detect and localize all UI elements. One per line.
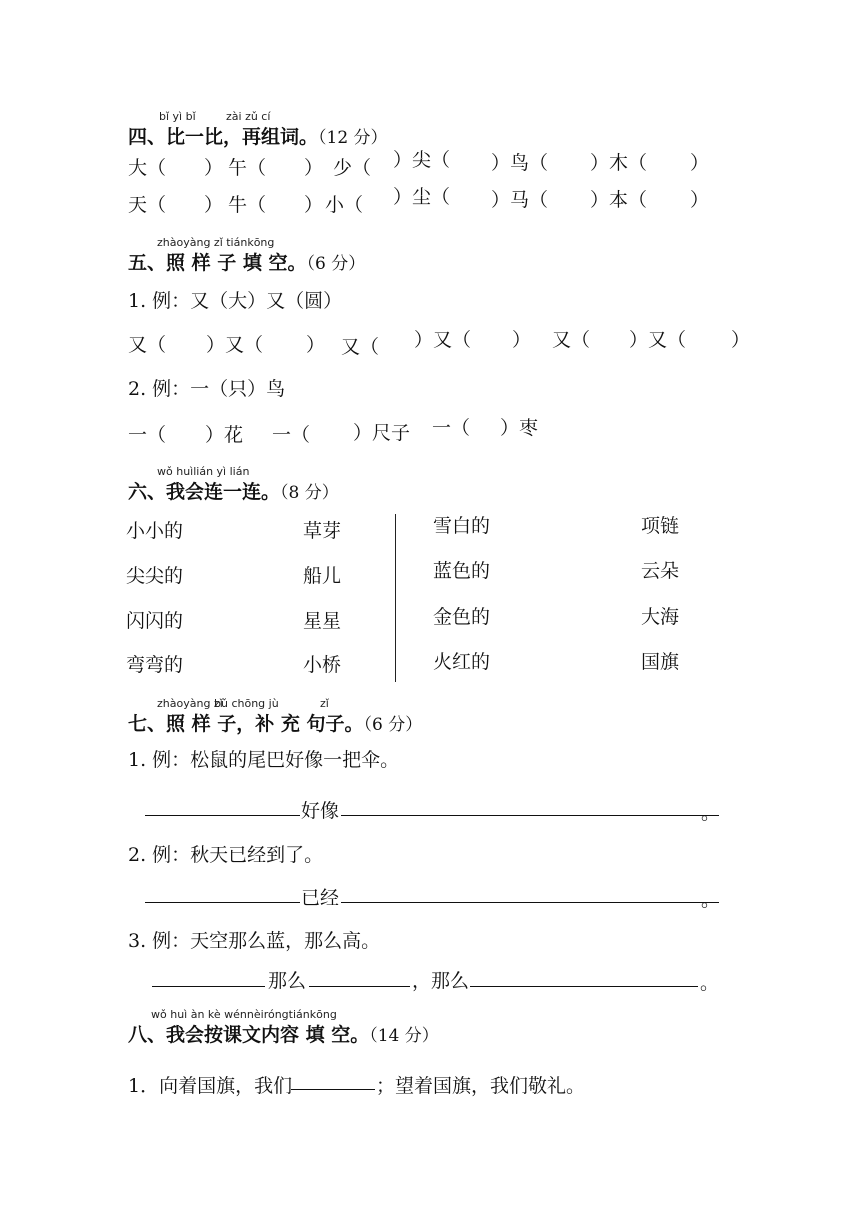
fill-item: 天（ ） [128,194,224,216]
example-2: 2. 例：秋天已经到了。 [128,844,324,866]
section-points: （6 分） [363,715,423,735]
example-1: 1. 例：又（大）又（圆） [128,290,343,312]
answer-blank[interactable] [145,902,300,903]
answer-blank[interactable] [145,815,300,816]
example-2: 2. 例：一（只）鸟 [128,378,286,400]
pinyin-zhaoyang-zi-tiankong: zhàoyàng zǐ tiánkōng [157,236,275,249]
fill-item: 小（ [325,194,364,216]
section-8-title [128,1020,439,1047]
answer-blank[interactable] [309,986,410,987]
section-5-title [128,248,365,275]
question-1-end: ；望着国旗，我们敬礼。 [376,1075,586,1097]
end-mark: 。 [701,802,721,824]
fill-item: 牛（ ） [228,194,324,216]
match-right-word: 雪白的 [433,515,491,537]
fill-item: 午（ ） [228,157,324,179]
section-title-text: 七、照 样 子，补 充 句子。 [128,713,364,735]
fill-item: ）又（ [414,329,472,351]
fill-item: ）本（ [590,189,648,211]
match-right-target: 大海 [641,606,680,628]
fill-item: ）尘（ [393,186,451,208]
section-4-title [128,122,388,149]
fill-item: ）花 [205,424,244,446]
pinyin-zi: zǐ [320,697,329,710]
sentence-word: 已经 [301,887,340,909]
fill-item: 一（ [272,424,311,446]
match-left-word: 闪闪的 [126,610,184,632]
fill-item: ） [512,329,532,351]
end-mark: 。 [700,972,720,994]
fill-item: ） [306,334,326,356]
answer-blank[interactable] [341,902,719,903]
column-divider [395,514,396,682]
pinyin-bu-chong-ju: bǔ chōng jù [214,697,279,710]
fill-item: 少（ [333,157,372,179]
match-right-target: 项链 [641,515,680,537]
answer-blank[interactable] [291,1089,375,1090]
match-right-target: 国旗 [641,651,680,673]
fill-item: ）尺子 [353,422,411,444]
match-left-word: 尖尖的 [126,565,184,587]
section-title-text: 六、我会连一连。 [128,481,281,503]
fill-item: 又（ [341,336,380,358]
fill-item: ）马（ [491,189,549,211]
match-right-target: 云朵 [641,560,680,582]
example-1: 1. 例：松鼠的尾巴好像一把伞。 [128,749,400,771]
sentence-word: ，那么 [412,970,470,992]
match-left-target: 船儿 [303,565,342,587]
section-title-text: 五、照 样 子 填 空。 [128,252,307,274]
question-1-start: 1．向着国旗，我们 [128,1075,293,1097]
match-left-target: 草芽 [303,520,342,542]
fill-item: ）枣 [500,417,539,439]
sentence-word: 好像 [301,800,340,822]
fill-item: ）尖（ [393,149,451,171]
section-7-title [128,709,422,736]
pinyin-zhaoyang-zi: zhàoyàng zǐ [157,697,223,710]
fill-item: ）木（ [590,152,648,174]
fill-item: ）又（ [206,334,264,356]
fill-item: 一（ [432,417,471,439]
fill-item: 一（ [128,424,167,446]
section-6-title [128,477,339,504]
fill-item: ） [731,329,751,351]
match-right-word: 蓝色的 [433,560,491,582]
end-mark: 。 [701,889,721,911]
match-left-target: 小桥 [303,654,342,676]
pinyin-bi-yi-bi: bǐ yì bǐ [159,110,196,123]
fill-item: ） [690,189,710,211]
pinyin-wo-hui-lian-yi-lian: wǒ huìlián yì lián [157,465,250,478]
match-left-word: 弯弯的 [126,654,184,676]
fill-item: 又（ [552,329,591,351]
section-points: （12 分） [318,128,388,148]
match-left-target: 星星 [303,610,342,632]
section-title-text: 四、比一比，再组词。 [128,126,319,148]
match-right-word: 金色的 [433,606,491,628]
fill-item: ）鸟（ [491,152,549,174]
section-points: （6 分） [306,254,366,274]
answer-blank[interactable] [470,986,698,987]
answer-blank[interactable] [341,815,719,816]
fill-item: ） [690,152,710,174]
match-right-word: 火红的 [433,651,491,673]
pinyin-wo-hui-an-ke-wen: wǒ huì àn kè wénnèiróngtiánkōng [151,1008,337,1021]
sentence-word: 那么 [268,970,307,992]
section-points: （14 分） [369,1026,439,1046]
section-points: （8 分） [280,483,339,503]
fill-item: 大（ ） [128,157,224,179]
pinyin-zai-zu-ci: zài zǔ cí [226,110,271,123]
match-left-word: 小小的 [126,520,184,542]
answer-blank[interactable] [152,986,265,987]
example-3: 3. 例：天空那么蓝，那么高。 [128,930,381,952]
section-title-text: 八、我会按课文内容 填 空。 [128,1024,370,1046]
fill-item: ）又（ [629,329,687,351]
fill-item: 又（ [128,334,167,356]
